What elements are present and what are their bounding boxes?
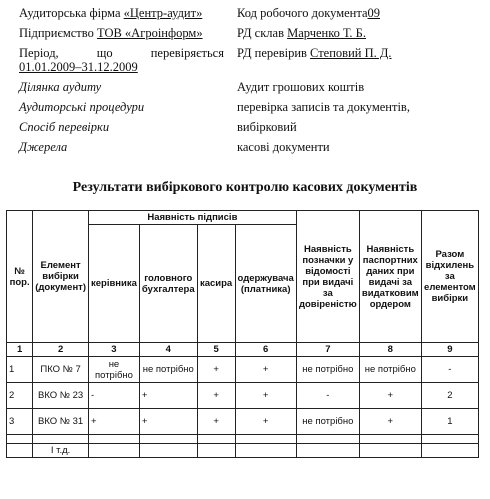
table-cell (7, 435, 33, 444)
document-header (19, 6, 479, 160)
table-title: Результати вибіркового контролю касових документів (72, 180, 418, 195)
table-cell: не потрібно (296, 357, 359, 383)
table-cell (139, 444, 197, 458)
table-cell: - (421, 357, 478, 383)
header-sig-recipient: одержувача (платника) (235, 225, 296, 343)
table-cell: 3 (7, 409, 33, 435)
enterprise-label: Підприємство (19, 26, 94, 40)
table-cell: не потрібно (139, 357, 197, 383)
header-total: Разом відхилень за елементом вибірки (421, 211, 478, 343)
header-element: Елемент вибірки (документ) (33, 211, 89, 343)
column-number: 1 (7, 343, 33, 357)
header-row-top (7, 211, 479, 225)
table-cell: + (359, 383, 421, 409)
table-cell: 1 (7, 357, 33, 383)
meta-label: Джерела (19, 140, 68, 154)
table-cell: + (197, 357, 235, 383)
checked-label: РД перевірив (237, 46, 307, 60)
table-cell: - (88, 383, 139, 409)
table-cell: 2 (7, 383, 33, 409)
table-row (7, 444, 479, 458)
table-cell: І т.д. (33, 444, 89, 458)
table-cell (139, 435, 197, 444)
compiled-value: Марченко Т. Б. (287, 26, 366, 40)
table-cell (197, 444, 235, 458)
header-sig-head: керівника (88, 225, 139, 343)
table-cell: + (197, 409, 235, 435)
meta-value: вибірковий (237, 120, 297, 134)
table-cell: + (235, 357, 296, 383)
table-cell: ВКО № 31 (33, 409, 89, 435)
column-number: 9 (421, 343, 478, 357)
code-label: Код робочого документа (237, 6, 368, 20)
table-cell: ПКО № 7 (33, 357, 89, 383)
column-number: 8 (359, 343, 421, 357)
table-cell: ВКО № 23 (33, 383, 89, 409)
table-cell (88, 444, 139, 458)
header-sig-accountant: головного бухгалтера (139, 225, 197, 343)
table-cell (197, 435, 235, 444)
table-cell (33, 435, 89, 444)
header-row-firm (19, 6, 479, 26)
header-mark: Наявність позначки у відомості при видачі за довіреністю (296, 211, 359, 343)
column-number: 6 (235, 343, 296, 357)
enterprise-value: ТОВ «Агроінформ» (96, 26, 203, 40)
meta-row-procedures (19, 100, 479, 120)
meta-value: перевірка записів та документів, (237, 100, 410, 114)
table-cell: - (296, 383, 359, 409)
table-row (7, 357, 479, 383)
compiled-label: РД склав (237, 26, 284, 40)
header-passport: Наявність паспортних даних при видачі за видатковим ордером (359, 211, 421, 343)
meta-value: касові документи (237, 140, 330, 154)
table-cell: + (359, 409, 421, 435)
table-cell: не потрібно (88, 357, 139, 383)
table-cell: не потрібно (359, 357, 421, 383)
table-cell: + (139, 383, 197, 409)
table-row (7, 435, 479, 444)
table-cell (88, 435, 139, 444)
table-cell (296, 435, 359, 444)
meta-label: Спосіб перевірки (19, 120, 110, 134)
table-cell: + (139, 409, 197, 435)
table-cell (421, 444, 478, 458)
table-cell (296, 444, 359, 458)
sampling-results-table (6, 210, 479, 458)
meta-row-sources (19, 140, 479, 160)
header-num: № пор. (7, 211, 33, 343)
firm-value: «Центр-аудит» (123, 6, 203, 20)
table-cell (421, 435, 478, 444)
column-number: 5 (197, 343, 235, 357)
table-cell: не потрібно (296, 409, 359, 435)
table-cell: 2 (421, 383, 478, 409)
meta-row-method (19, 120, 479, 140)
header-signatures: Наявність підписів (88, 211, 296, 225)
column-number: 7 (296, 343, 359, 357)
table-cell: + (88, 409, 139, 435)
header-row-enterprise (19, 26, 479, 46)
table-cell: + (197, 383, 235, 409)
firm-label: Аудиторська фірма (19, 6, 121, 20)
column-number-row (7, 343, 479, 357)
table-cell (7, 444, 33, 458)
header-row-period (19, 46, 479, 80)
table-cell: + (235, 383, 296, 409)
header-sig-cashier: касира (197, 225, 235, 343)
table-cell: + (235, 409, 296, 435)
checked-value: Степовий П. Д. (310, 46, 392, 60)
column-number: 3 (88, 343, 139, 357)
table-row (7, 383, 479, 409)
meta-label: Ділянка аудиту (19, 80, 102, 94)
table-cell (235, 444, 296, 458)
meta-row-area (19, 80, 479, 100)
code-value: 09 (367, 6, 381, 20)
meta-label: Аудиторські процедури (19, 100, 145, 114)
table-row (7, 409, 479, 435)
table-cell (235, 435, 296, 444)
column-number: 2 (33, 343, 89, 357)
period-label: Період, що перевіряється (19, 46, 224, 60)
period-value: 01.01.2009–31.12.2009 (19, 60, 138, 74)
table-cell (359, 435, 421, 444)
column-number: 4 (139, 343, 197, 357)
table-cell: 1 (421, 409, 478, 435)
meta-value: Аудит грошових коштів (237, 80, 365, 94)
table-cell (359, 444, 421, 458)
